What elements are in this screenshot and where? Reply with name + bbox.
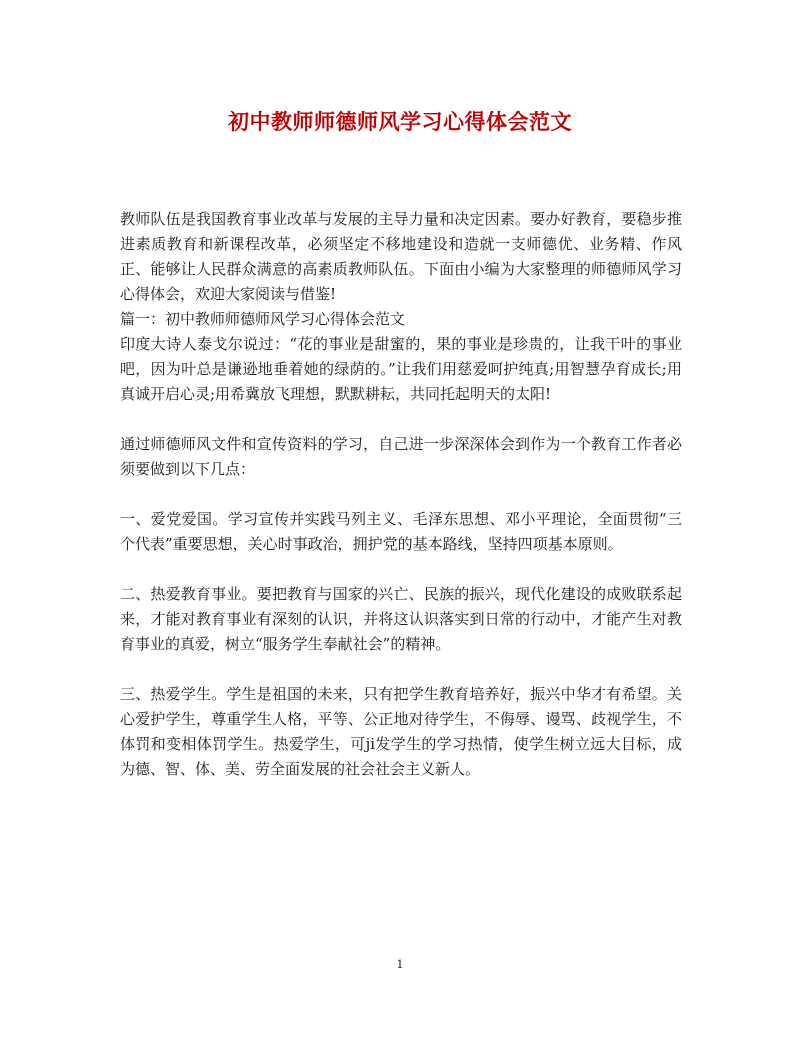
intro-paragraph: 教师队伍是我国教育事业改革与发展的主导力量和决定因素。要办好教育，要稳步推进素质教育和新课程改革，必须坚定不移地建设和造就一支师德优、业务精、作风正、能够让人民群众满意的高素质教师队伍。下面由小编为大家整理的师德师风学习心得体会，欢迎大家阅读与借鉴! — [120, 210, 682, 303]
point-three-paragraph: 三、热爱学生。学生是祖国的未来，只有把学生教育培养好，振兴中华才有希望。关心爱护学生，尊重学生人格，平等、公正地对待学生，不侮辱、谩骂、歧视学生，不体罚和变相体罚学生。热爱学生，可ji发学生的学习热情，使学生树立远大目标，成为德、智、体、美、劳全面发展的社会社会主义新人。 — [120, 685, 682, 778]
document-title: 初中教师师德师风学习心得体会范文 — [228, 109, 572, 134]
point-one-paragraph: 一、爱党爱国。学习宣传并实践马列主义、毛泽东思想、邓小平理论，全面贯彻“三个代表”重要思想，关心时事政治，拥护党的基本路线，坚持四项基本原则。 — [120, 510, 682, 553]
paragraph-gap — [120, 482, 682, 507]
document-body — [120, 207, 682, 782]
page-number: 1 — [396, 958, 404, 971]
study-paragraph: 通过师德师风文件和宣传资料的学习，自己进一步深深体会到作为一个教育工作者必须要做到以下几点： — [120, 435, 682, 478]
paragraph-gap — [120, 557, 682, 582]
paragraph-gap — [120, 657, 682, 682]
quote-paragraph: 印度大诗人泰戈尔说过：“花的事业是甜蜜的，果的事业是珍贵的，让我干叶的事业吧，因为叶总是谦逊地垂着她的绿荫的。”让我们用慈爱呵护纯真;用智慧孕育成长;用真诚开启心灵;用希冀放飞理想，默默耕耘，共同托起明天的太阳! — [120, 335, 682, 403]
section-heading: 篇一：初中教师师德师风学习心得体会范文 — [120, 310, 406, 328]
point-two-paragraph: 二、热爱教育事业。要把教育与国家的兴亡、民族的振兴，现代化建设的成败联系起来，才能对教育事业有深刻的认识，并将这认识落实到日常的行动中，才能产生对教育事业的真爱，树立“服务学生奉献社会”的精神。 — [120, 585, 682, 653]
paragraph-gap — [120, 407, 682, 432]
